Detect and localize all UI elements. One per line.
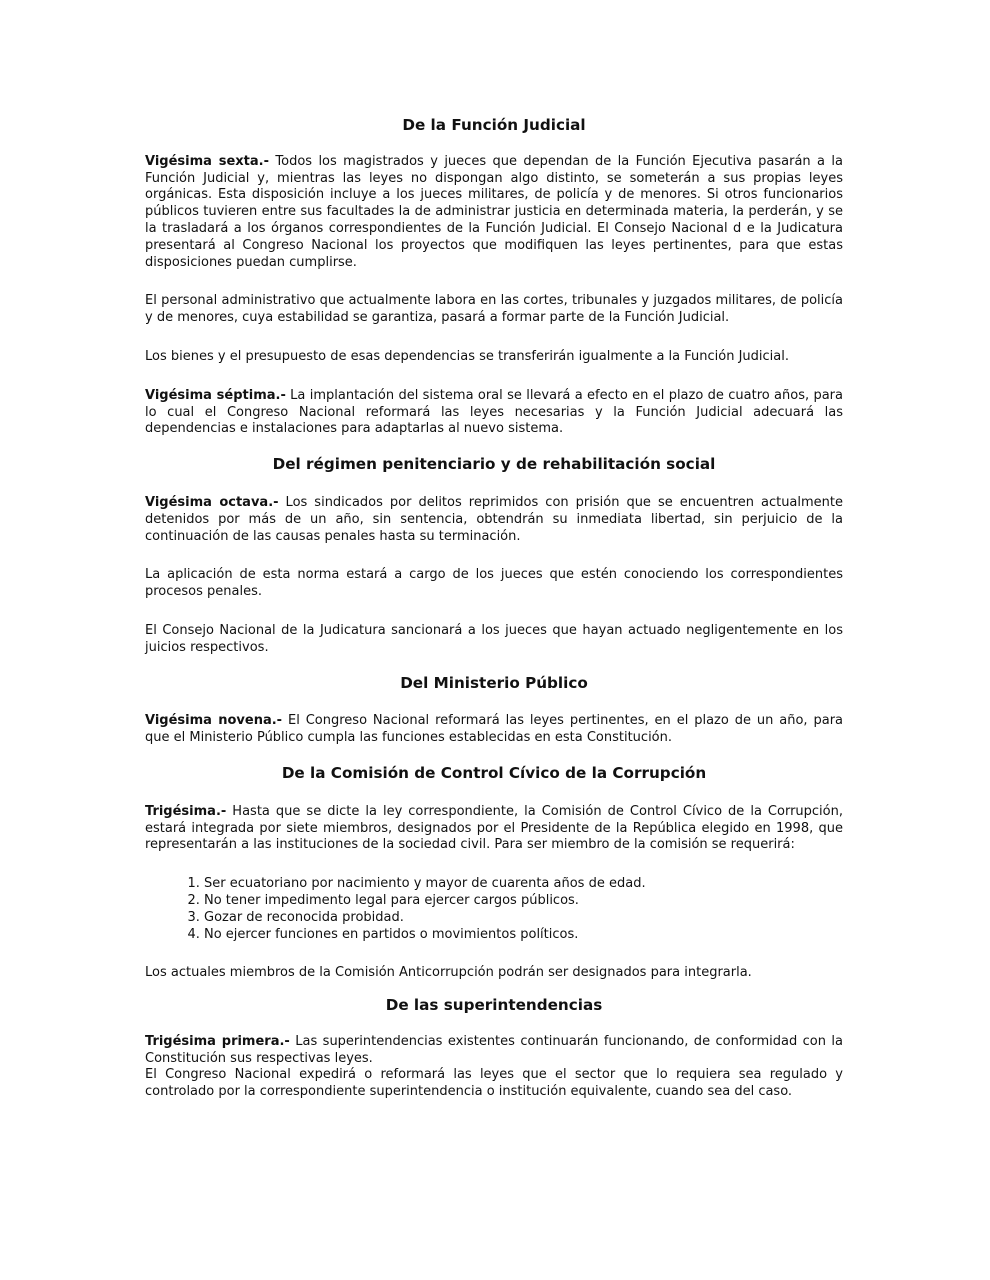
section-heading-comision-control-civico: De la Comisión de Control Cívico de la Corrupción (281, 763, 707, 782)
article-label: Vigésima séptima.- (145, 387, 286, 403)
paragraph-aplicacion-norma: La aplicación de esta norma estará a cargo de los jueces que estén conociendo los correspondientes procesos penales. (145, 567, 843, 600)
article-text: La implantación del sistema oral se llevará a efecto en el plazo de cuatro años, para lo cual el Congreso Nacional reformará las leyes necesarias y la Función Judicial adecuará las dependencias e instalaciones para adaptarlas al nuevo sistema. (145, 387, 843, 437)
section-heading-ministerio-publico: Del Ministerio Público (400, 673, 588, 692)
paragraph-personal-administrativo: El personal administrativo que actualmente labora en las cortes, tribunales y juzgados militares, de policía y de menores, cuya estabilidad se garantiza, pasará a formar parte de la Función Judicial. (145, 293, 843, 326)
section-heading-funcion-judicial: De la Función Judicial (402, 116, 586, 134)
article-text: Hasta que se dicte la ley correspondiente, la Comisión de Control Cívico de la Corrupción, estará integrada por siete miembros, designados por el Presidente de la República elegido en 1998, que representarán a las instituciones de la sociedad civil. Para ser miembro de la comisión se requerirá: (145, 803, 843, 853)
paragraph-congreso-expedira: El Congreso Nacional expedirá o reformará las leyes que el sector que lo requiera sea regulado y controlado por la correspondiente superintendencia o institución equivalente, cuando sea del caso. (145, 1067, 843, 1100)
list-item: 3. Gozar de reconocida probidad. (204, 910, 843, 927)
article-label: Trigésima.- (145, 803, 227, 819)
section-heading-superintendencias: De las superintendencias (385, 996, 603, 1015)
article-vigesima-septima (145, 388, 843, 438)
article-vigesima-sexta (145, 154, 843, 272)
article-text: El Congreso Nacional reformará las leyes pertinentes, en el plazo de un año, para que el Ministerio Público cumpla las funciones establecidas en esta Constitución. (145, 713, 844, 746)
document-page (145, 117, 843, 1101)
article-text: Las superintendencias existentes continuarán funcionando, de conformidad con la Constitución sus respectivas leyes. (145, 1033, 843, 1066)
article-trigesima-primera (145, 1034, 843, 1068)
article-text: Todos los magistrados y jueces que dependan de la Función Ejecutiva pasarán a la Función Judicial y, mientras las leyes no dispongan algo distinto, se someterán a sus propias leyes orgánicas. Esta disposición incluye a los jueces militares, de policía y de menores. Si otros funcionarios públicos tuvieren entre sus facultades la de administrar justicia en determinada materia, la perderán, y se la trasladará a los órganos correspondientes de la Función Judicial. El Consejo Nacional d e la Judicatura presentará al Congreso Nacional los proyectos que modifiquen las leyes pertinentes, para que estas disposiciones puedan cumplirse. (145, 153, 844, 270)
list-item: 4. No ejercer funciones en partidos o movimientos políticos. (204, 927, 843, 944)
article-label: Vigésima novena.- (145, 713, 283, 729)
article-label: Vigésima sexta.- (145, 153, 269, 169)
requirements-list (145, 876, 843, 943)
paragraph-miembros-anticorrupcion: Los actuales miembros de la Comisión Anticorrupción podrán ser designados para integrarla. (145, 965, 752, 981)
article-trigesima (145, 804, 843, 854)
section-heading-regimen-penitenciario: Del régimen penitenciario y de rehabilitación social (272, 455, 716, 474)
list-item: 1. Ser ecuatoriano por nacimiento y mayor de cuarenta años de edad. (204, 876, 843, 893)
article-vigesima-octava (145, 495, 843, 545)
article-text: Los sindicados por delitos reprimidos con prisión que se encuentren actualmente detenidos por más de un año, sin sentencia, obtendrán su inmediata libertad, sin perjuicio de la continuación de las causas penales hasta su terminación. (145, 494, 844, 544)
article-vigesima-novena (145, 713, 843, 747)
list-item: 2. No tener impedimento legal para ejercer cargos públicos. (204, 893, 843, 910)
article-label: Vigésima octava.- (145, 494, 279, 510)
paragraph-consejo-sancionara: El Consejo Nacional de la Judicatura sancionará a los jueces que hayan actuado negligentemente en los juicios respectivos. (145, 622, 843, 655)
article-label: Trigésima primera.- (145, 1033, 290, 1049)
paragraph-bienes-presupuesto: Los bienes y el presupuesto de esas dependencias se transferirán igualmente a la Función Judicial. (145, 348, 789, 364)
